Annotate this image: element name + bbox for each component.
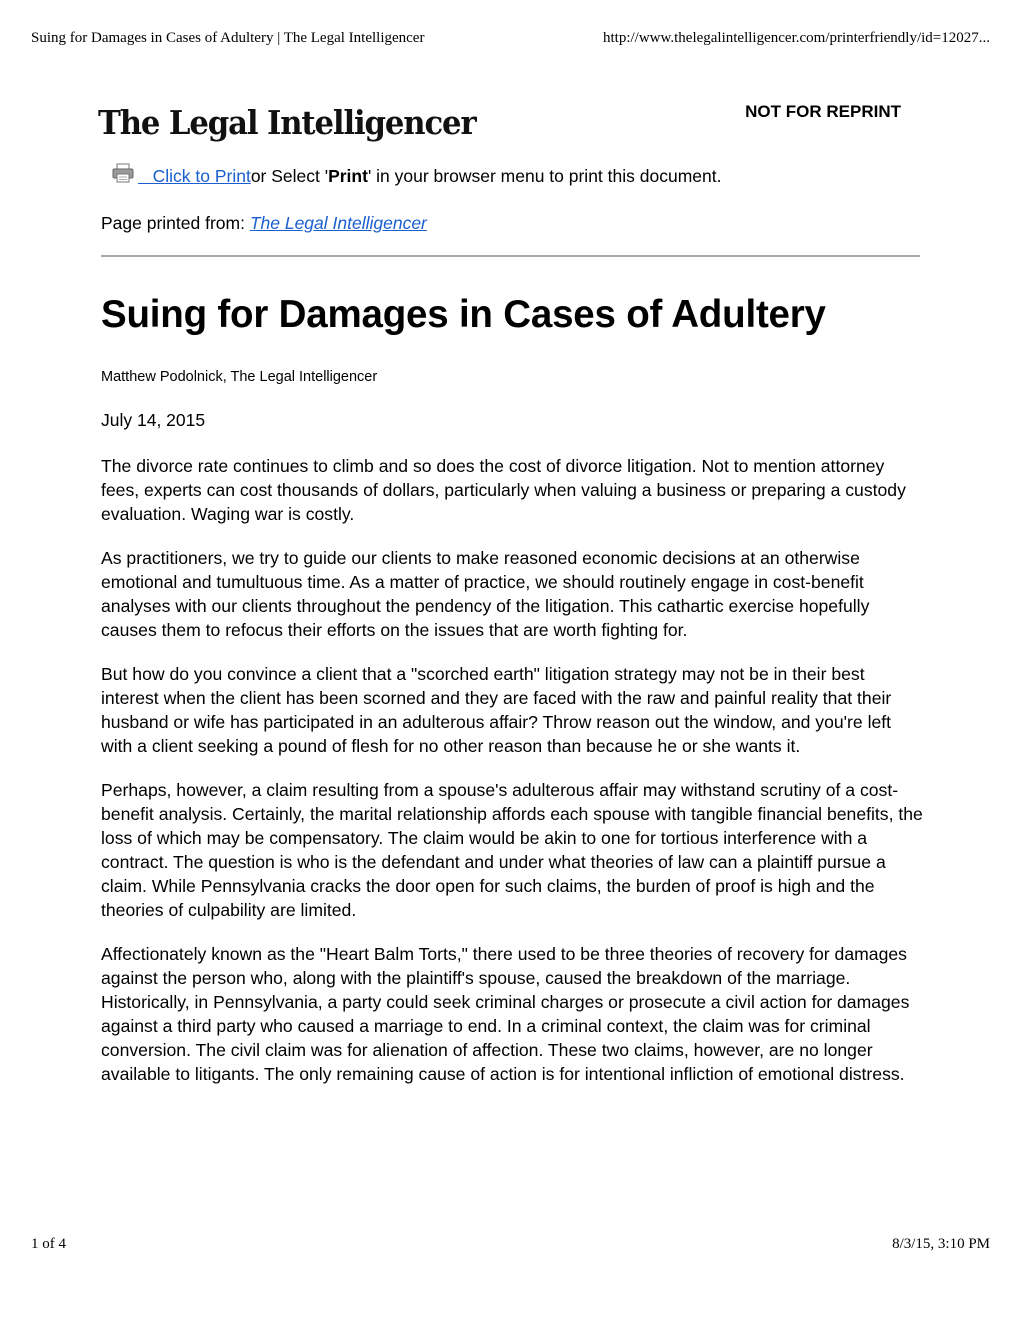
print-header-url: http://www.thelegalintelligencer.com/printerfriendly/id=12027... bbox=[603, 30, 990, 46]
print-text-or-select: or Select ' bbox=[250, 166, 329, 186]
printer-icon[interactable] bbox=[112, 163, 134, 183]
printed-from-label: Page printed from: bbox=[101, 213, 250, 233]
article-paragraph: The divorce rate continues to climb and so does the cost of divorce litigation. Not to mention attorney fees, experts can cost thousands of dollars, particularly when valuing a business or preparing a custody evaluation. Waging war is costly. bbox=[101, 456, 906, 524]
logo-text: The Legal Intelligencer bbox=[98, 103, 476, 142]
click-to-print-link[interactable] bbox=[138, 166, 251, 187]
print-timestamp: 8/3/15, 3:10 PM bbox=[892, 1236, 990, 1252]
page-count: 1 of 4 bbox=[31, 1236, 66, 1252]
divider bbox=[101, 255, 920, 257]
print-text-rest: ' in your browser menu to print this document. bbox=[367, 166, 722, 186]
print-header-title: Suing for Damages in Cases of Adultery | The Legal Intelligencer bbox=[31, 30, 425, 46]
legal-intelligencer-logo[interactable] bbox=[98, 100, 476, 146]
click-to-print-label: Click to Print bbox=[152, 166, 251, 186]
print-word: Print bbox=[328, 166, 368, 186]
article-body bbox=[101, 454, 923, 1106]
not-for-reprint-label: NOT FOR REPRINT bbox=[745, 102, 901, 121]
article-paragraph: Affectionately known as the "Heart Balm Torts," there used to be three theories of recovery for damages against the person who, along with the plaintiff's spouse, caused the breakdown of the marriage. Historically, in Pennsylvania, a party could seek criminal charges or prosecute a civil action for damages against a third party who caused a marriage to end. In a criminal context, the claim was for criminal conversion. The civil claim was for alienation of affection. These two claims, however, are no longer available to litigants. The only remaining cause of action is for intentional infliction of emotional distress. bbox=[101, 944, 910, 1084]
article-paragraph: As practitioners, we try to guide our clients to make reasoned economic decisions at an otherwise emotional and tumultuous time. As a matter of practice, we should routinely engage in cost-benefit analyses with our clients throughout the pendency of the litigation. This cathartic exercise hopefully causes them to refocus their efforts on the issues that are worth fighting for. bbox=[101, 548, 870, 640]
article-paragraph: Perhaps, however, a claim resulting from a spouse's adulterous affair may withstand scrutiny of a cost-benefit analysis. Certainly, the marital relationship affords each spouse with tangible financial benefits, the loss of which may be compensatory. The claim would be akin to one for tortious interference with a contract. The question is who is the defendant and under what theories of law can a plaintiff pursue a claim. While Pennsylvania cracks the door open for such claims, the burden of proof is high and the theories of culpability are limited. bbox=[101, 780, 923, 920]
article-byline: Matthew Podolnick, The Legal Intelligencer bbox=[101, 369, 378, 385]
page-printed-from bbox=[101, 213, 427, 234]
printed-from-link[interactable]: The Legal Intelligencer bbox=[249, 213, 427, 233]
article-date: July 14, 2015 bbox=[101, 410, 206, 430]
article-paragraph: But how do you convince a client that a "scorched earth" litigation strategy may not be in their best interest when the client has been scorned and they are faced with the raw and painful reality that their husband or wife has participated in an adulterous affair? Throw reason out the window, and you're left with a client seeking a pound of flesh for no other reason than because he or she wants it. bbox=[101, 664, 892, 756]
article-title: Suing for Damages in Cases of Adultery bbox=[101, 293, 826, 336]
print-instructions bbox=[112, 166, 721, 187]
